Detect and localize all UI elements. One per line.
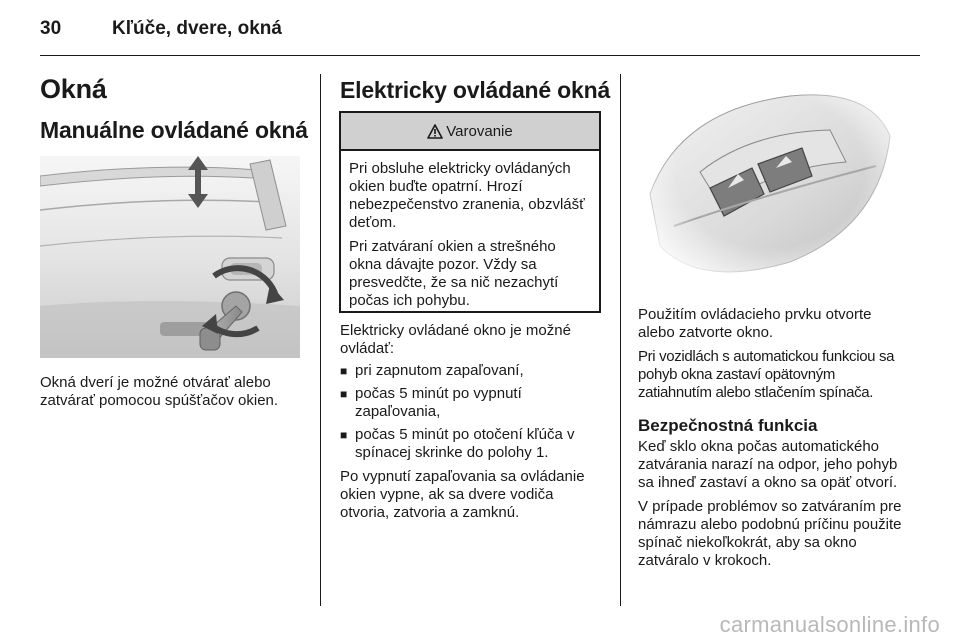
list-item: ■ počas 5 minút po vypnutí zapaľovania, xyxy=(340,385,522,420)
switch-usage-paragraph: Použitím ovládacieho prvku otvorte alebo zatvorte okno. xyxy=(638,306,872,341)
bullet-icon: ■ xyxy=(340,428,348,442)
safety-paragraph-1: Keď sklo okna počas automatického zatvárania narazí na odpor, jeho pohyb sa ihneď zastaví a okno sa opäť otvorí. xyxy=(638,438,898,491)
bullet-icon: ■ xyxy=(340,364,348,378)
column-divider-1 xyxy=(320,74,321,606)
electric-intro-paragraph: Elektricky ovládané okno je možné ovládať: xyxy=(340,322,571,357)
column-divider-2 xyxy=(620,74,621,606)
right-column-text xyxy=(638,306,908,570)
auto-function-paragraph: Pri vozidlách s automatickou funkciou sa pohyb okna zastaví opätovným zatiahnutím alebo stlačením spínača. xyxy=(638,348,895,401)
operating-conditions-list xyxy=(340,362,605,462)
manual-windows-paragraph: Okná dverí je možné otvárať alebo zatvárať pomocou spúšťačov okien. xyxy=(40,374,279,409)
warning-box xyxy=(339,111,601,313)
electric-windows-text xyxy=(340,322,605,522)
subsection-title-safety: Bezpečnostná funkcia xyxy=(638,416,818,435)
subsection-title-electric: Elektricky ovládané okná xyxy=(340,77,611,103)
watermark: carmanualsonline.info xyxy=(719,612,940,637)
page-number: 30 xyxy=(40,18,62,39)
warning-triangle-icon xyxy=(427,124,443,139)
warning-header xyxy=(341,113,599,151)
bullet-icon: ■ xyxy=(340,387,348,401)
warning-title: Varovanie xyxy=(446,122,513,140)
warning-paragraph-1: Pri obsluhe elektricky ovládaných okien buďte opatrní. Hrozí nebezpečenstvo zranenia, obzvlášť deťom. xyxy=(349,160,585,231)
header-rule xyxy=(40,55,920,56)
door-window-crank-illustration xyxy=(40,156,300,358)
list-item: ■ pri zapnutom zapaľovaní, xyxy=(340,362,524,379)
chapter-title: Kľúče, dvere, okná xyxy=(112,18,282,39)
section-title: Okná xyxy=(40,74,107,104)
power-window-switch-illustration xyxy=(640,76,900,288)
warning-paragraph-2: Pri zatváraní okien a strešného okna dávajte pozor. Vždy sa presvedčte, že sa nič nezachytí počas ich pohybu. xyxy=(349,238,559,309)
subsection-title-manual: Manuálne ovládané okná xyxy=(40,117,308,143)
list-item: ■ počas 5 minút po otočení kľúča v spínacej skrinke do polohy 1. xyxy=(340,426,575,461)
safety-paragraph-2: V prípade problémov so zatváraním pre námrazu alebo podobnú príčinu použite spínač niekoľkokrát, aby sa okno zatváralo v krokoch. xyxy=(638,498,902,569)
electric-outro-paragraph: Po vypnutí zapaľovania sa ovládanie okien vypne, ak sa dvere vodiča otvoria, zatvoria a zamknú. xyxy=(340,468,585,521)
